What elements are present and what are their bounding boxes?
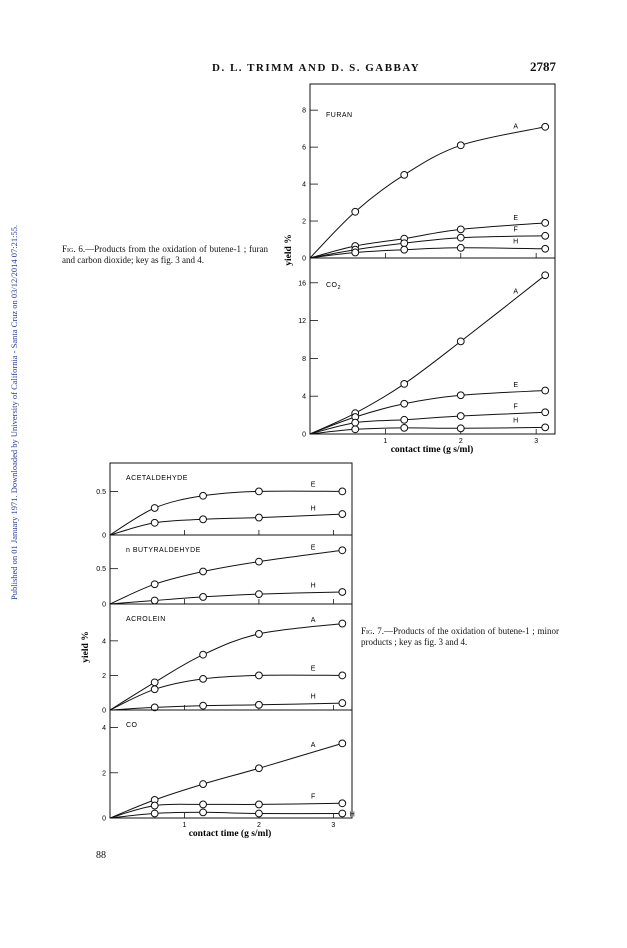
- data-point-e: [542, 219, 549, 226]
- data-point-h: [457, 244, 464, 251]
- data-point-e: [200, 568, 207, 575]
- data-point-e: [200, 675, 207, 682]
- data-point-a: [401, 171, 408, 178]
- data-point-a: [200, 781, 207, 788]
- data-point-e: [151, 581, 158, 588]
- y-tick-label: 2: [102, 672, 106, 680]
- fig6-x-axis-label: contact time (g s/ml): [390, 445, 474, 455]
- data-point-f: [457, 413, 464, 420]
- data-point-e: [401, 400, 408, 407]
- x-tick-label: 2: [458, 438, 463, 445]
- series-line-h: [110, 514, 342, 535]
- data-point-h: [256, 591, 263, 598]
- y-tick-label: 2: [102, 770, 106, 778]
- data-point-h: [352, 249, 359, 256]
- data-point-a: [542, 123, 549, 130]
- data-point-a: [457, 338, 464, 345]
- series-line-f: [310, 236, 545, 258]
- y-tick-label: 8: [302, 355, 306, 363]
- series-label-e: E: [310, 481, 316, 489]
- data-point-a: [457, 142, 464, 149]
- y-tick-label: 4: [302, 393, 306, 401]
- footer-page-number: 88: [96, 850, 106, 861]
- y-tick-label: 0: [102, 601, 106, 609]
- data-point-h: [256, 514, 263, 521]
- page-number: 2787: [530, 59, 556, 74]
- series-line-h: [110, 703, 342, 710]
- series-label-h: H: [310, 505, 316, 513]
- data-point-h: [200, 809, 207, 816]
- data-point-h: [339, 589, 346, 596]
- data-point-a: [352, 208, 359, 215]
- series-label-a: A: [513, 288, 518, 296]
- y-tick-label: 2: [302, 218, 306, 226]
- series-label-h: H: [310, 693, 316, 701]
- series-label-f: F: [513, 403, 518, 411]
- series-line-f: [110, 803, 342, 818]
- series-line-f: [310, 412, 545, 434]
- fig7-caption-text: —Products of the oxidation of butene-1 ; minor products ; key as fig. 3 and 4.: [361, 626, 559, 647]
- data-point-f: [151, 802, 158, 809]
- y-tick-label: 0: [102, 707, 106, 715]
- y-tick-label: 4: [102, 725, 106, 733]
- chart-panel-furan: [302, 84, 555, 263]
- data-point-e: [151, 686, 158, 693]
- panel-title: ACETALDEHYDE: [126, 475, 188, 482]
- chart-panel-acetaldehyde: [96, 463, 352, 540]
- data-point-h: [200, 516, 207, 523]
- data-point-e: [339, 488, 346, 495]
- data-point-f: [200, 801, 207, 808]
- data-point-e: [457, 226, 464, 233]
- data-point-e: [457, 392, 464, 399]
- data-point-a: [339, 620, 346, 627]
- series-label-e: E: [310, 665, 316, 673]
- y-tick-label: 12: [298, 318, 306, 326]
- y-tick-label: 0.5: [96, 488, 106, 496]
- x-tick-label: 3: [534, 438, 539, 445]
- y-tick-label: 8: [302, 107, 306, 115]
- data-point-f: [352, 419, 359, 426]
- series-label-h: H: [513, 417, 519, 425]
- fig7-y-axis-label: yield %: [81, 631, 91, 663]
- y-tick-label: 0: [102, 532, 106, 540]
- data-point-a: [256, 765, 263, 772]
- data-point-h: [339, 700, 346, 707]
- series-line-a: [110, 624, 342, 710]
- series-label-e: E: [513, 382, 518, 390]
- series-label-a: A: [310, 742, 316, 750]
- y-tick-label: 6: [302, 144, 306, 152]
- chart-panel-acrolein: [102, 601, 352, 715]
- data-point-h: [151, 519, 158, 526]
- series-label-e: E: [310, 544, 316, 552]
- data-point-f: [542, 409, 549, 416]
- series-line-e: [110, 491, 342, 535]
- panel-title: n BUTYRALDEHYDE: [126, 547, 201, 554]
- x-tick-label: 3: [331, 822, 336, 829]
- panel-frame: [110, 710, 352, 818]
- data-point-e: [542, 387, 549, 394]
- data-point-h: [256, 810, 263, 817]
- data-point-h: [352, 426, 359, 433]
- fig6-caption-text: —Products from the oxidation of butene-1 ; furan and carbon dioxide; key as fig. 3 and 4.: [62, 244, 268, 265]
- data-point-e: [151, 505, 158, 512]
- y-tick-label: 16: [298, 280, 306, 288]
- panel-frame: [310, 258, 555, 434]
- fig7-x-axis-label: contact time (g s/ml): [188, 829, 272, 839]
- data-point-e: [339, 547, 346, 554]
- data-point-f: [542, 232, 549, 239]
- series-label-h: H: [513, 238, 519, 246]
- data-point-e: [256, 672, 263, 679]
- data-point-a: [151, 679, 158, 686]
- panel-title: $CO_2$: [326, 282, 342, 291]
- data-point-f: [457, 234, 464, 241]
- data-point-h: [200, 594, 207, 601]
- data-point-a: [256, 631, 263, 638]
- data-point-h: [542, 424, 549, 431]
- fig6-caption-label: Fig. 6.: [62, 244, 86, 254]
- data-point-f: [339, 800, 346, 807]
- panel-frame: [110, 535, 352, 604]
- series-line-a: [110, 743, 342, 818]
- data-point-f: [401, 416, 408, 423]
- series-label-h: H: [310, 582, 316, 590]
- chart-panel-n-butyraldehyde: [96, 532, 352, 609]
- y-tick-label: 4: [102, 638, 106, 646]
- data-point-a: [200, 651, 207, 658]
- y-tick-label: 4: [302, 181, 306, 189]
- data-point-h: [151, 810, 158, 817]
- x-tick-label: 1: [383, 438, 388, 445]
- running-header-authors: D. L. TRIMM AND D. S. GABBAY: [212, 62, 421, 74]
- data-point-h: [151, 597, 158, 604]
- data-point-a: [542, 272, 549, 279]
- chart-panel-co2: [298, 255, 555, 445]
- series-line-h: [310, 427, 545, 434]
- panel-title: CO: [126, 722, 138, 729]
- y-tick-label: 0: [102, 815, 106, 823]
- series-line-h: [310, 248, 545, 258]
- y-tick-label: 0: [302, 431, 306, 439]
- data-point-a: [401, 381, 408, 388]
- data-point-h: [457, 425, 464, 432]
- panel-frame: [310, 84, 555, 258]
- data-point-e: [200, 492, 207, 499]
- chart-panel-co: [102, 707, 355, 829]
- download-notice: Published on 01 January 1971. Downloaded by University of California - Santa Cruz on 03/12/2014 07:21:55.: [9, 224, 19, 600]
- y-tick-label: 0: [302, 255, 306, 263]
- series-label-f: F: [310, 793, 316, 801]
- data-point-a: [339, 740, 346, 747]
- series-label-a: A: [310, 617, 316, 625]
- series-label-e: E: [513, 215, 518, 223]
- series-line-h: [110, 592, 342, 604]
- series-label-f: F: [513, 226, 518, 234]
- fig7-caption-label: Fig. 7.: [361, 626, 385, 636]
- data-point-h: [401, 246, 408, 253]
- data-point-f: [401, 240, 408, 247]
- data-point-e: [256, 488, 263, 495]
- data-point-h: [401, 424, 408, 431]
- data-point-h: [339, 511, 346, 518]
- data-point-e: [339, 672, 346, 679]
- x-tick-label: 1: [182, 822, 187, 829]
- data-point-h: [256, 701, 263, 708]
- panel-title: FURAN: [326, 112, 353, 119]
- data-point-h: [542, 245, 549, 252]
- data-point-e: [256, 558, 263, 565]
- series-line-h: [110, 812, 342, 818]
- y-tick-label: 0.5: [96, 566, 106, 574]
- fig6-y-axis-label: yield %: [284, 234, 294, 266]
- panel-title: ACROLEIN: [126, 616, 166, 623]
- series-line-a: [310, 127, 545, 258]
- series-line-a: [310, 275, 545, 434]
- data-point-h: [200, 702, 207, 709]
- data-point-h: [339, 810, 346, 817]
- x-tick-label: 2: [256, 822, 261, 829]
- series-label-a: A: [513, 123, 518, 131]
- data-point-f: [256, 801, 263, 808]
- series-label-h: H: [349, 811, 355, 819]
